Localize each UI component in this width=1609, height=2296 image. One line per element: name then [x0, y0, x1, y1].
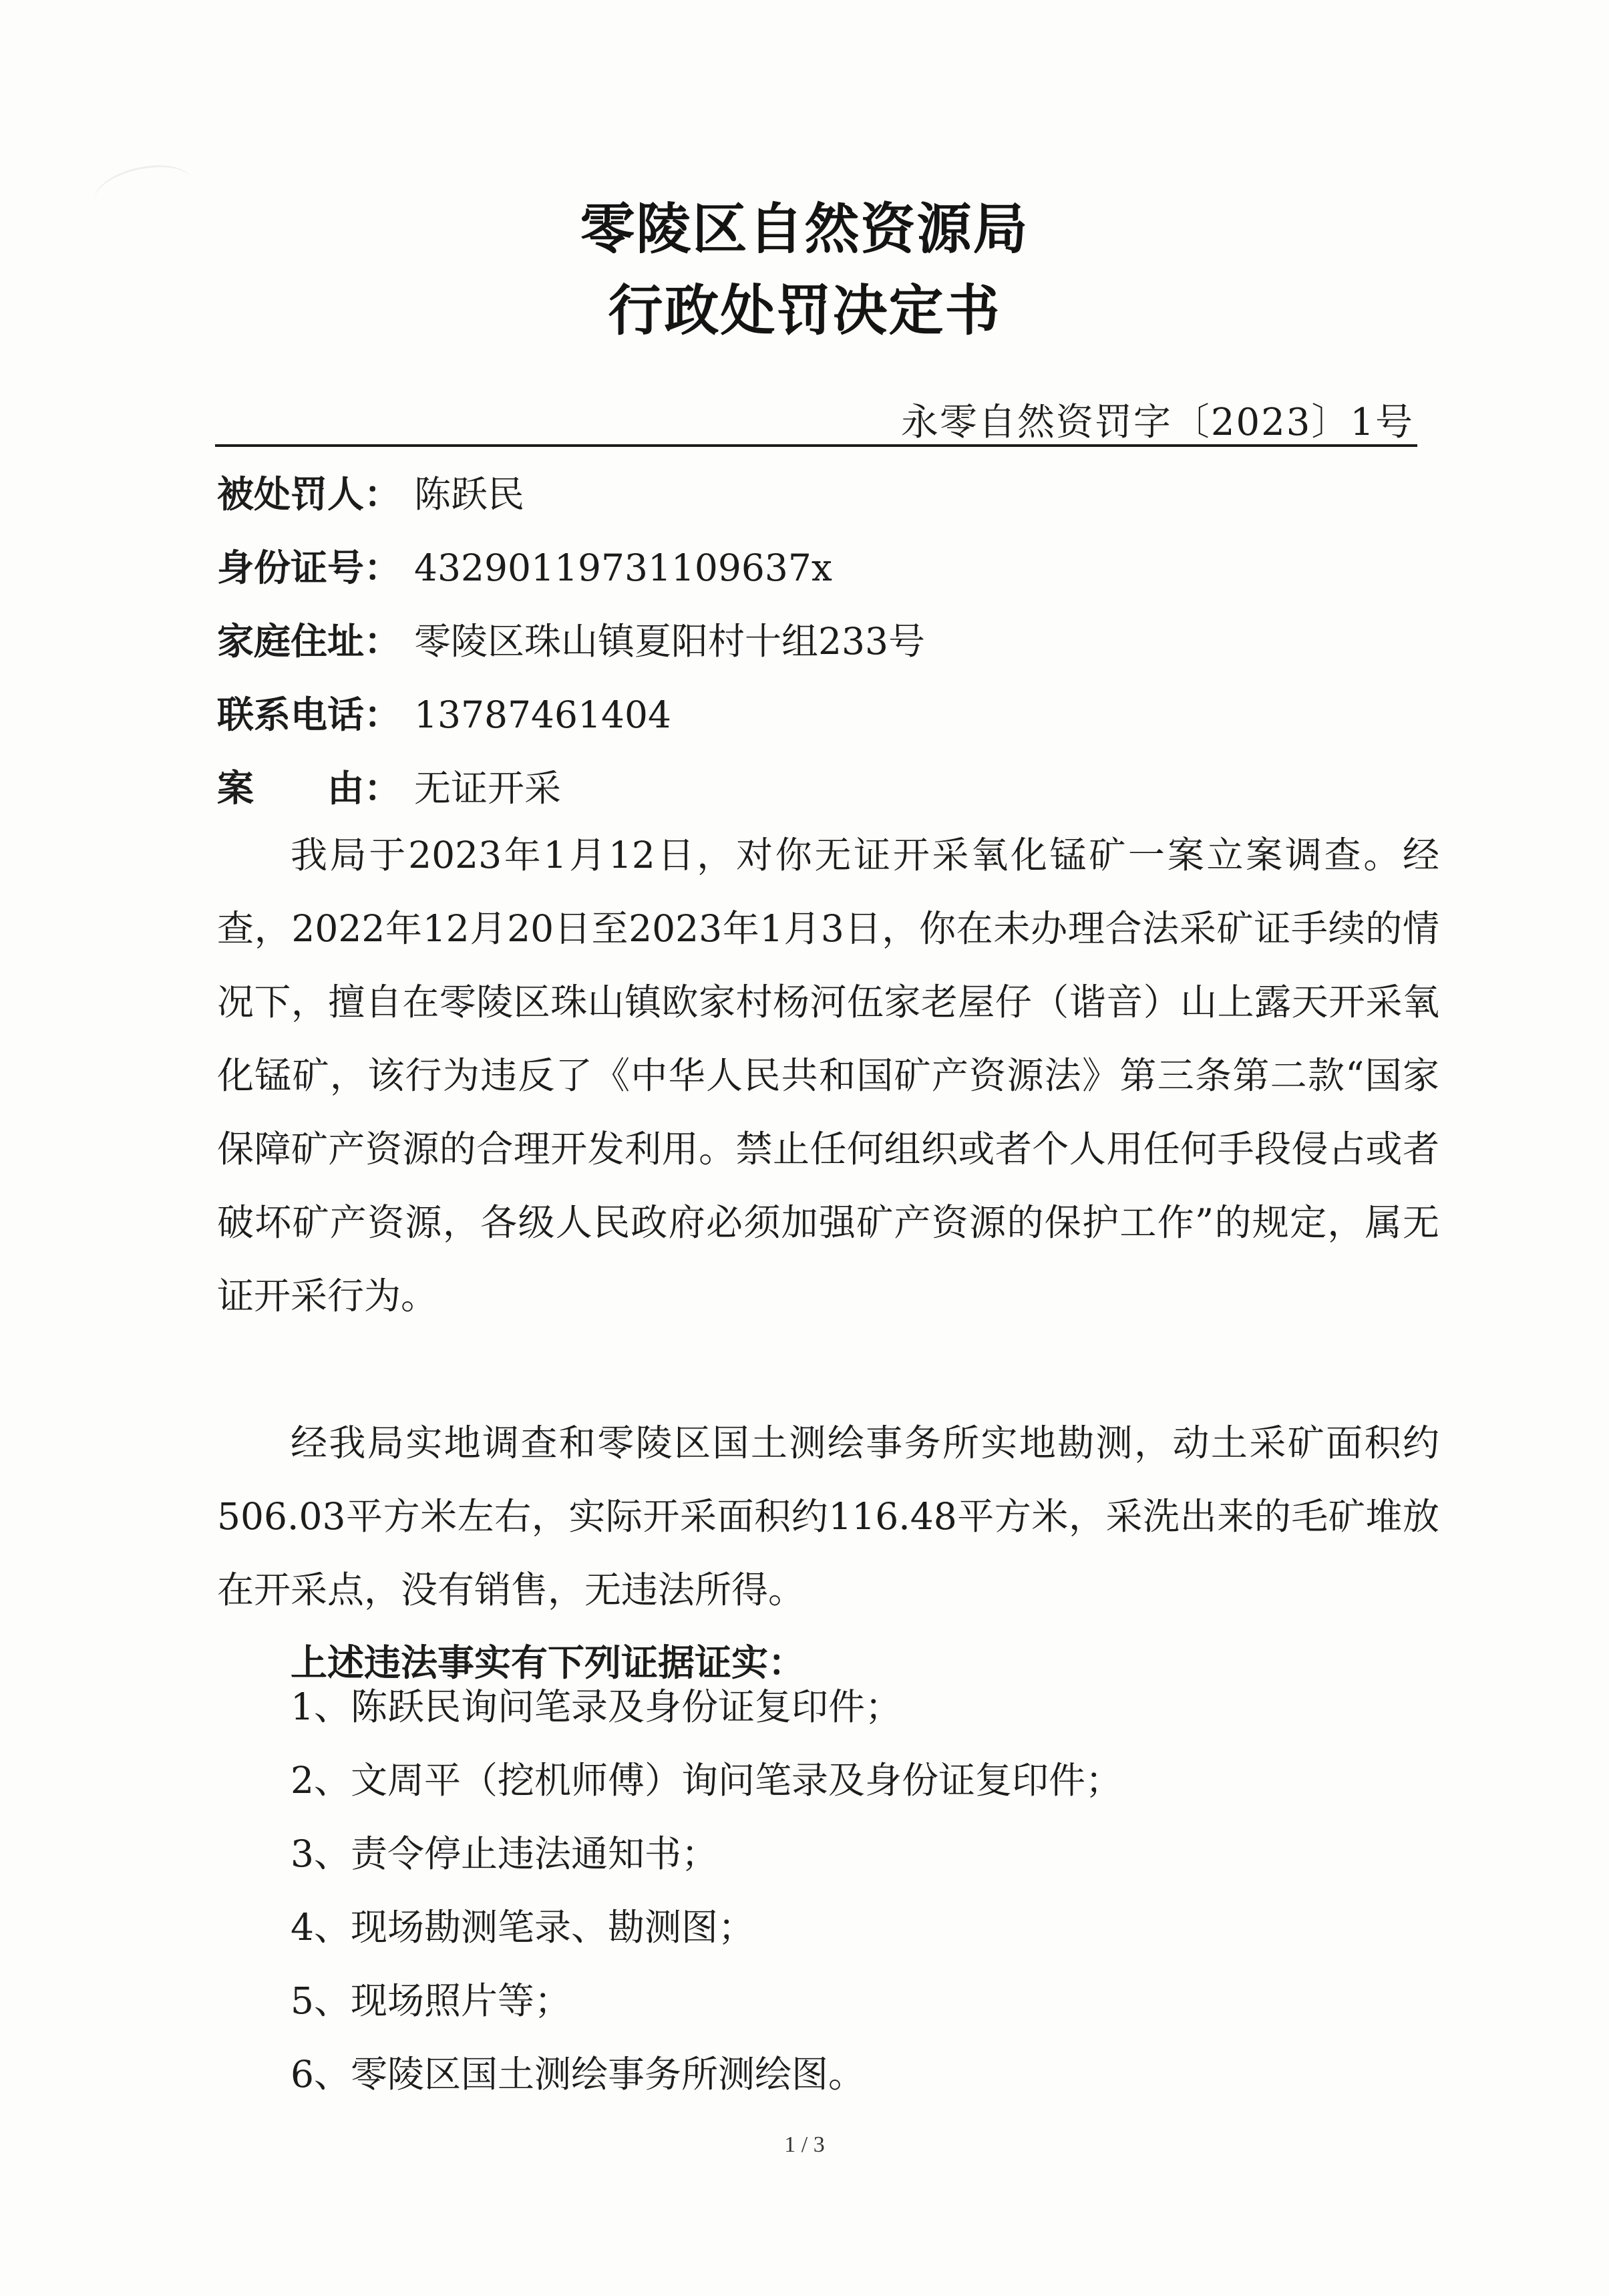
field-value: 零陵区珠山镇夏阳村十组233号	[414, 620, 925, 663]
evidence-item: 3、责令停止违法通知书；	[291, 1832, 718, 1875]
document-number: 永零自然资罚字〔2023〕1号	[900, 401, 1414, 444]
field-value: 无证开采	[414, 767, 562, 810]
field-case-cause	[217, 759, 561, 812]
field-label: 联系电话：	[217, 693, 401, 736]
evidence-item: 1、陈跃民询问笔录及身份证复印件；	[291, 1685, 902, 1728]
body-paragraph-survey: 经我局实地调查和零陵区国土测绘事务所实地勘测，动土采矿面积约506.03平方米左右，实际开采面积约116.48平方米，采洗出来的毛矿堆放在开采点，没有销售，无违法所得。	[217, 1422, 1439, 1611]
page-number: 1 / 3	[784, 2132, 825, 2157]
evidence-item: 5、现场照片等；	[291, 1979, 571, 2022]
evidence-item: 4、现场勘测笔录、勘测图；	[291, 1906, 755, 1949]
field-label: 家庭住址：	[217, 620, 401, 663]
field-label: 被处罚人：	[217, 473, 401, 516]
field-value: 13787461404	[414, 693, 671, 736]
field-value: 43290119731109637x	[414, 546, 832, 589]
field-penalized-person	[217, 465, 524, 518]
field-home-address	[217, 612, 925, 665]
header-divider	[215, 444, 1417, 447]
field-phone	[217, 685, 671, 738]
evidence-item: 6、零陵区国土测绘事务所测绘图。	[291, 2053, 865, 2096]
field-label: 案 由：	[217, 767, 401, 810]
evidence-item: 2、文周平（挖机师傅）询问笔录及身份证复印件；	[291, 1759, 1122, 1802]
field-value: 陈跃民	[414, 473, 525, 516]
document-title-type: 行政处罚决定书	[608, 279, 1001, 343]
body-paragraph-investigation: 我局于2023年1月12日，对你无证开采氧化锰矿一案立案调查。经查，2022年12月20日至2023年1月3日，你在未办理合法采矿证手续的情况下，擅自在零陵区珠山镇欧家村杨河伍家老屋仔（谐音）山上露天开采氧化锰矿，该行为违反了《中华人民共和国矿产资源法》第三条第二款“国家保障矿产资源的合理开发利用。禁止任何组织或者个人用任何手段侵占或者破坏矿产资源，各级人民政府必须加强矿产资源的保护工作”的规定，属无证开采行为。	[217, 834, 1439, 1317]
document-title-agency: 零陵区自然资源局	[580, 198, 1029, 261]
field-id-number	[217, 538, 832, 591]
evidence-list	[291, 1670, 1426, 2111]
evidence-heading: 上述违法事实有下列证据证实：	[291, 1641, 806, 1684]
field-label: 身份证号：	[217, 546, 401, 589]
